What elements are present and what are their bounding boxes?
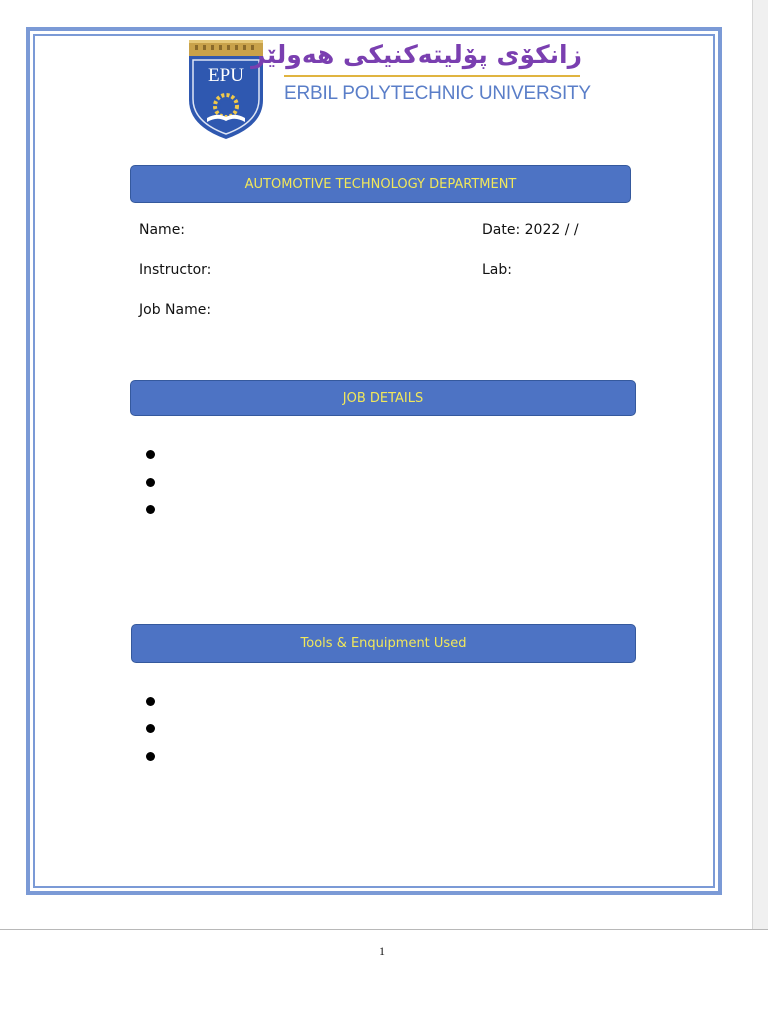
page-right-edge: [752, 0, 768, 930]
page-number: 1: [379, 944, 385, 958]
job-details-banner: JOB DETAILS: [130, 380, 636, 416]
lab-field-label: Lab:: [482, 262, 512, 278]
tools-bullet: [146, 724, 155, 733]
logo-text: EPU: [208, 65, 244, 86]
department-banner: AUTOMOTIVE TECHNOLOGY DEPARTMENT: [130, 165, 631, 203]
job-details-bullet: [146, 478, 155, 487]
title-underline: [284, 75, 580, 77]
instructor-field-label: Instructor:: [139, 262, 212, 278]
date-field-label: Date: 2022 / /: [482, 222, 579, 238]
page-border-inner: [33, 34, 715, 888]
university-name-kurdish: زانكۆی پۆلیتەكنیكی هەولێر: [251, 40, 582, 69]
job-name-field-label: Job Name:: [139, 302, 212, 318]
tools-bullet: [146, 752, 155, 761]
job-details-bullet: [146, 505, 155, 514]
page-divider: [0, 929, 768, 930]
tools-equipment-banner: Tools & Enquipment Used: [131, 624, 636, 663]
job-details-bullet: [146, 450, 155, 459]
name-field-label: Name:: [139, 222, 186, 238]
tools-bullet: [146, 697, 155, 706]
university-name-english: ERBIL POLYTECHNIC UNIVERSITY: [284, 83, 591, 104]
